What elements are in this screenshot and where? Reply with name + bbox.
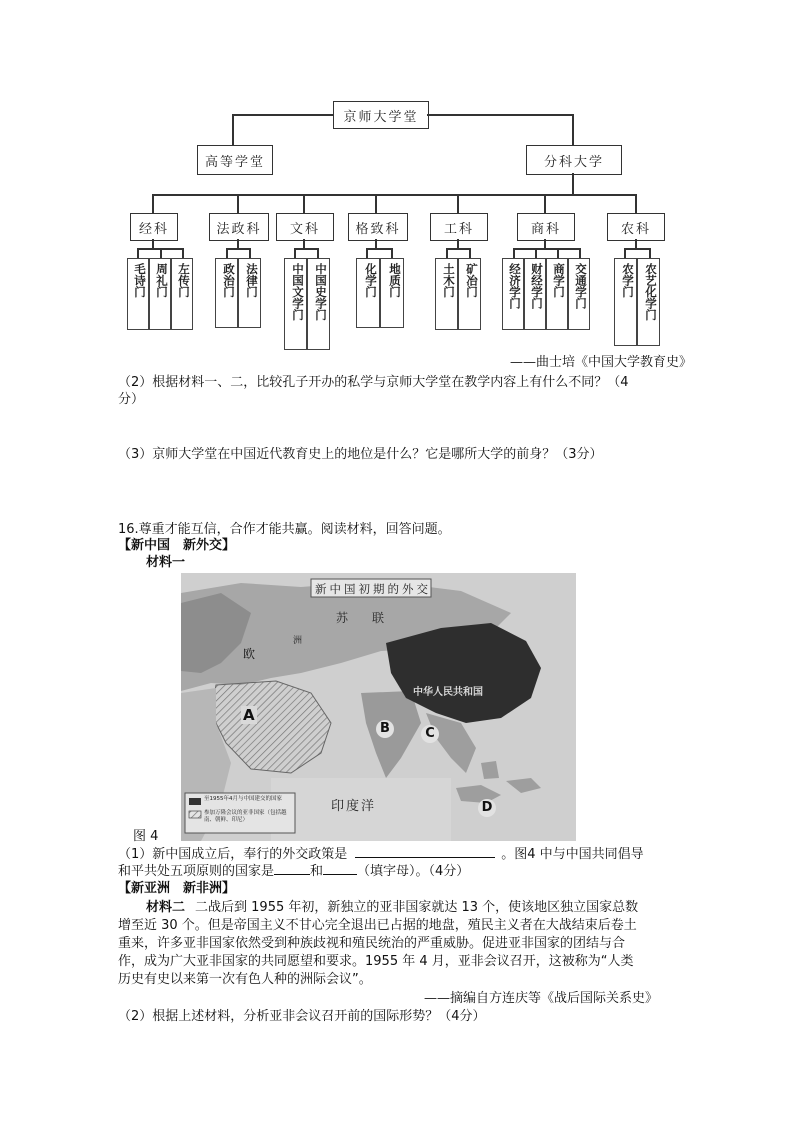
- dept-kuangye: 矿冶门: [458, 258, 481, 330]
- material-2-text-1: 二战后到 1955 年初，新独立的亚非国家就达 13 个，使该地区独立国家总数: [195, 900, 639, 915]
- question-1-and: 和: [310, 864, 324, 879]
- map-legend-2: 参加万隆会议的亚非国家（包括越南、朝鲜、印尼）: [204, 810, 287, 823]
- faculty-fazheng: 法政科: [209, 213, 269, 241]
- question-2b: （2）根据上述材料，分析亚非会议召开前的国际形势？（4分）: [118, 1009, 486, 1024]
- material-2-label: 材料二: [146, 900, 186, 915]
- faculty-shang: 商科: [517, 213, 575, 241]
- dept-dizhi: 地质门: [380, 258, 404, 328]
- figure-label: 图 4: [133, 829, 159, 844]
- chart-university: 分科大学: [526, 145, 622, 175]
- material-2-line5: 历史有史以来第一次有色人种的洲际会议”。: [118, 972, 372, 987]
- dept-tumu: 土木门: [435, 258, 458, 330]
- section-title-new-asia-africa: 【新亚洲 新非洲】: [118, 881, 236, 896]
- map-legend-1: 至1955年4月与中国建交的国家: [204, 796, 282, 802]
- dept-caijing: 财经学门: [524, 258, 546, 330]
- faculty-gezhi: 格致科: [348, 213, 408, 241]
- answer-blank-policy[interactable]: [355, 845, 495, 858]
- chart-higher-school: 高等学堂: [197, 145, 273, 175]
- diplomacy-map: [181, 573, 576, 841]
- dept-shangxue: 商学门: [546, 258, 568, 330]
- answer-blank-country-1[interactable]: [274, 862, 310, 875]
- map-marker-a: A: [243, 706, 255, 724]
- material-2-line4: 作，成为广大亚非国家的共同愿望和要求。1955 年 4 月，亚非会议召开，这被称为“人类: [118, 954, 634, 969]
- map-label-soviet: 苏 联: [336, 611, 385, 625]
- dept-jiaotong: 交通学门: [568, 258, 590, 330]
- question-1-text-a: （1）新中国成立后，奉行的外交政策是: [118, 847, 348, 862]
- answer-blank-country-2[interactable]: [323, 862, 357, 875]
- faculty-jing: 经科: [130, 213, 178, 241]
- question-2-line2: 分）: [118, 392, 145, 407]
- map-marker-d: D: [478, 799, 496, 817]
- dept-zhongguo-shixue: 中国史学门: [307, 258, 330, 350]
- map-marker-c: C: [421, 725, 439, 743]
- question-3: （3）京师大学堂在中国近代教育史上的地位是什么？它是哪所大学的前身？（3分）: [118, 447, 603, 462]
- map-label-china: 中华人民共和国: [413, 687, 483, 698]
- dept-zuozhuan: 左传门: [171, 258, 193, 330]
- question-2-line1: （2）根据材料一、二，比较孔子开办的私学与京师大学堂在教学内容上有什么不同？（4: [118, 375, 629, 390]
- material-2-line1: [146, 899, 638, 917]
- question-16: 16.尊重才能互信，合作才能共赢。阅读材料，回答问题。: [118, 522, 451, 537]
- faculty-gong: 工科: [430, 213, 488, 241]
- map-label-ou: 欧: [243, 647, 256, 661]
- material-2-source: ——摘编自方连庆等《战后国际关系史》: [424, 991, 659, 1006]
- material-2-line2: 增至近 30 个。但是帝国主义不甘心完全退出已占据的地盘，殖民主义者在大战结束后卷土: [118, 918, 637, 933]
- question-1-text-d: （填字母）。（4分）: [357, 864, 470, 879]
- dept-nongyi-huaxue: 农艺化学门: [637, 258, 660, 346]
- dept-nongxue: 农学门: [614, 258, 637, 346]
- dept-zhongguo-wenxue: 中国文学门: [284, 258, 307, 350]
- section-title-new-diplomacy: 【新中国 新外交】: [118, 538, 236, 553]
- dept-maoshi: 毛诗门: [127, 258, 149, 330]
- material-1-label: 材料一: [146, 555, 186, 570]
- dept-huaxue: 化学门: [356, 258, 380, 328]
- question-1-text-b: 。图4 中与中国共同倡导: [501, 847, 644, 862]
- dept-zhouli: 周礼门: [149, 258, 171, 330]
- map-label-indian-ocean: 印度洋: [331, 799, 377, 814]
- chart-root: 京师大学堂: [333, 101, 429, 129]
- chart-source: ——曲士培《中国大学教育史》: [510, 355, 693, 370]
- question-1-line2: [118, 862, 469, 881]
- dept-jingji: 经济学门: [502, 258, 524, 330]
- material-2-line3: 重来，许多亚非国家依然受到种族歧视和殖民统治的严重威胁。促进亚非国家的团结与合: [118, 936, 626, 951]
- map-label-zhou: 洲: [293, 636, 303, 646]
- faculty-wen: 文科: [276, 213, 334, 241]
- map-title: 新中国初期的外交: [315, 582, 431, 596]
- dept-zhengzhi: 政治门: [215, 258, 238, 328]
- question-1-text-c: 和平共处五项原则的国家是: [118, 864, 275, 879]
- dept-falv: 法律门: [238, 258, 261, 328]
- map-marker-b: B: [376, 720, 394, 738]
- faculty-nong: 农科: [607, 213, 665, 241]
